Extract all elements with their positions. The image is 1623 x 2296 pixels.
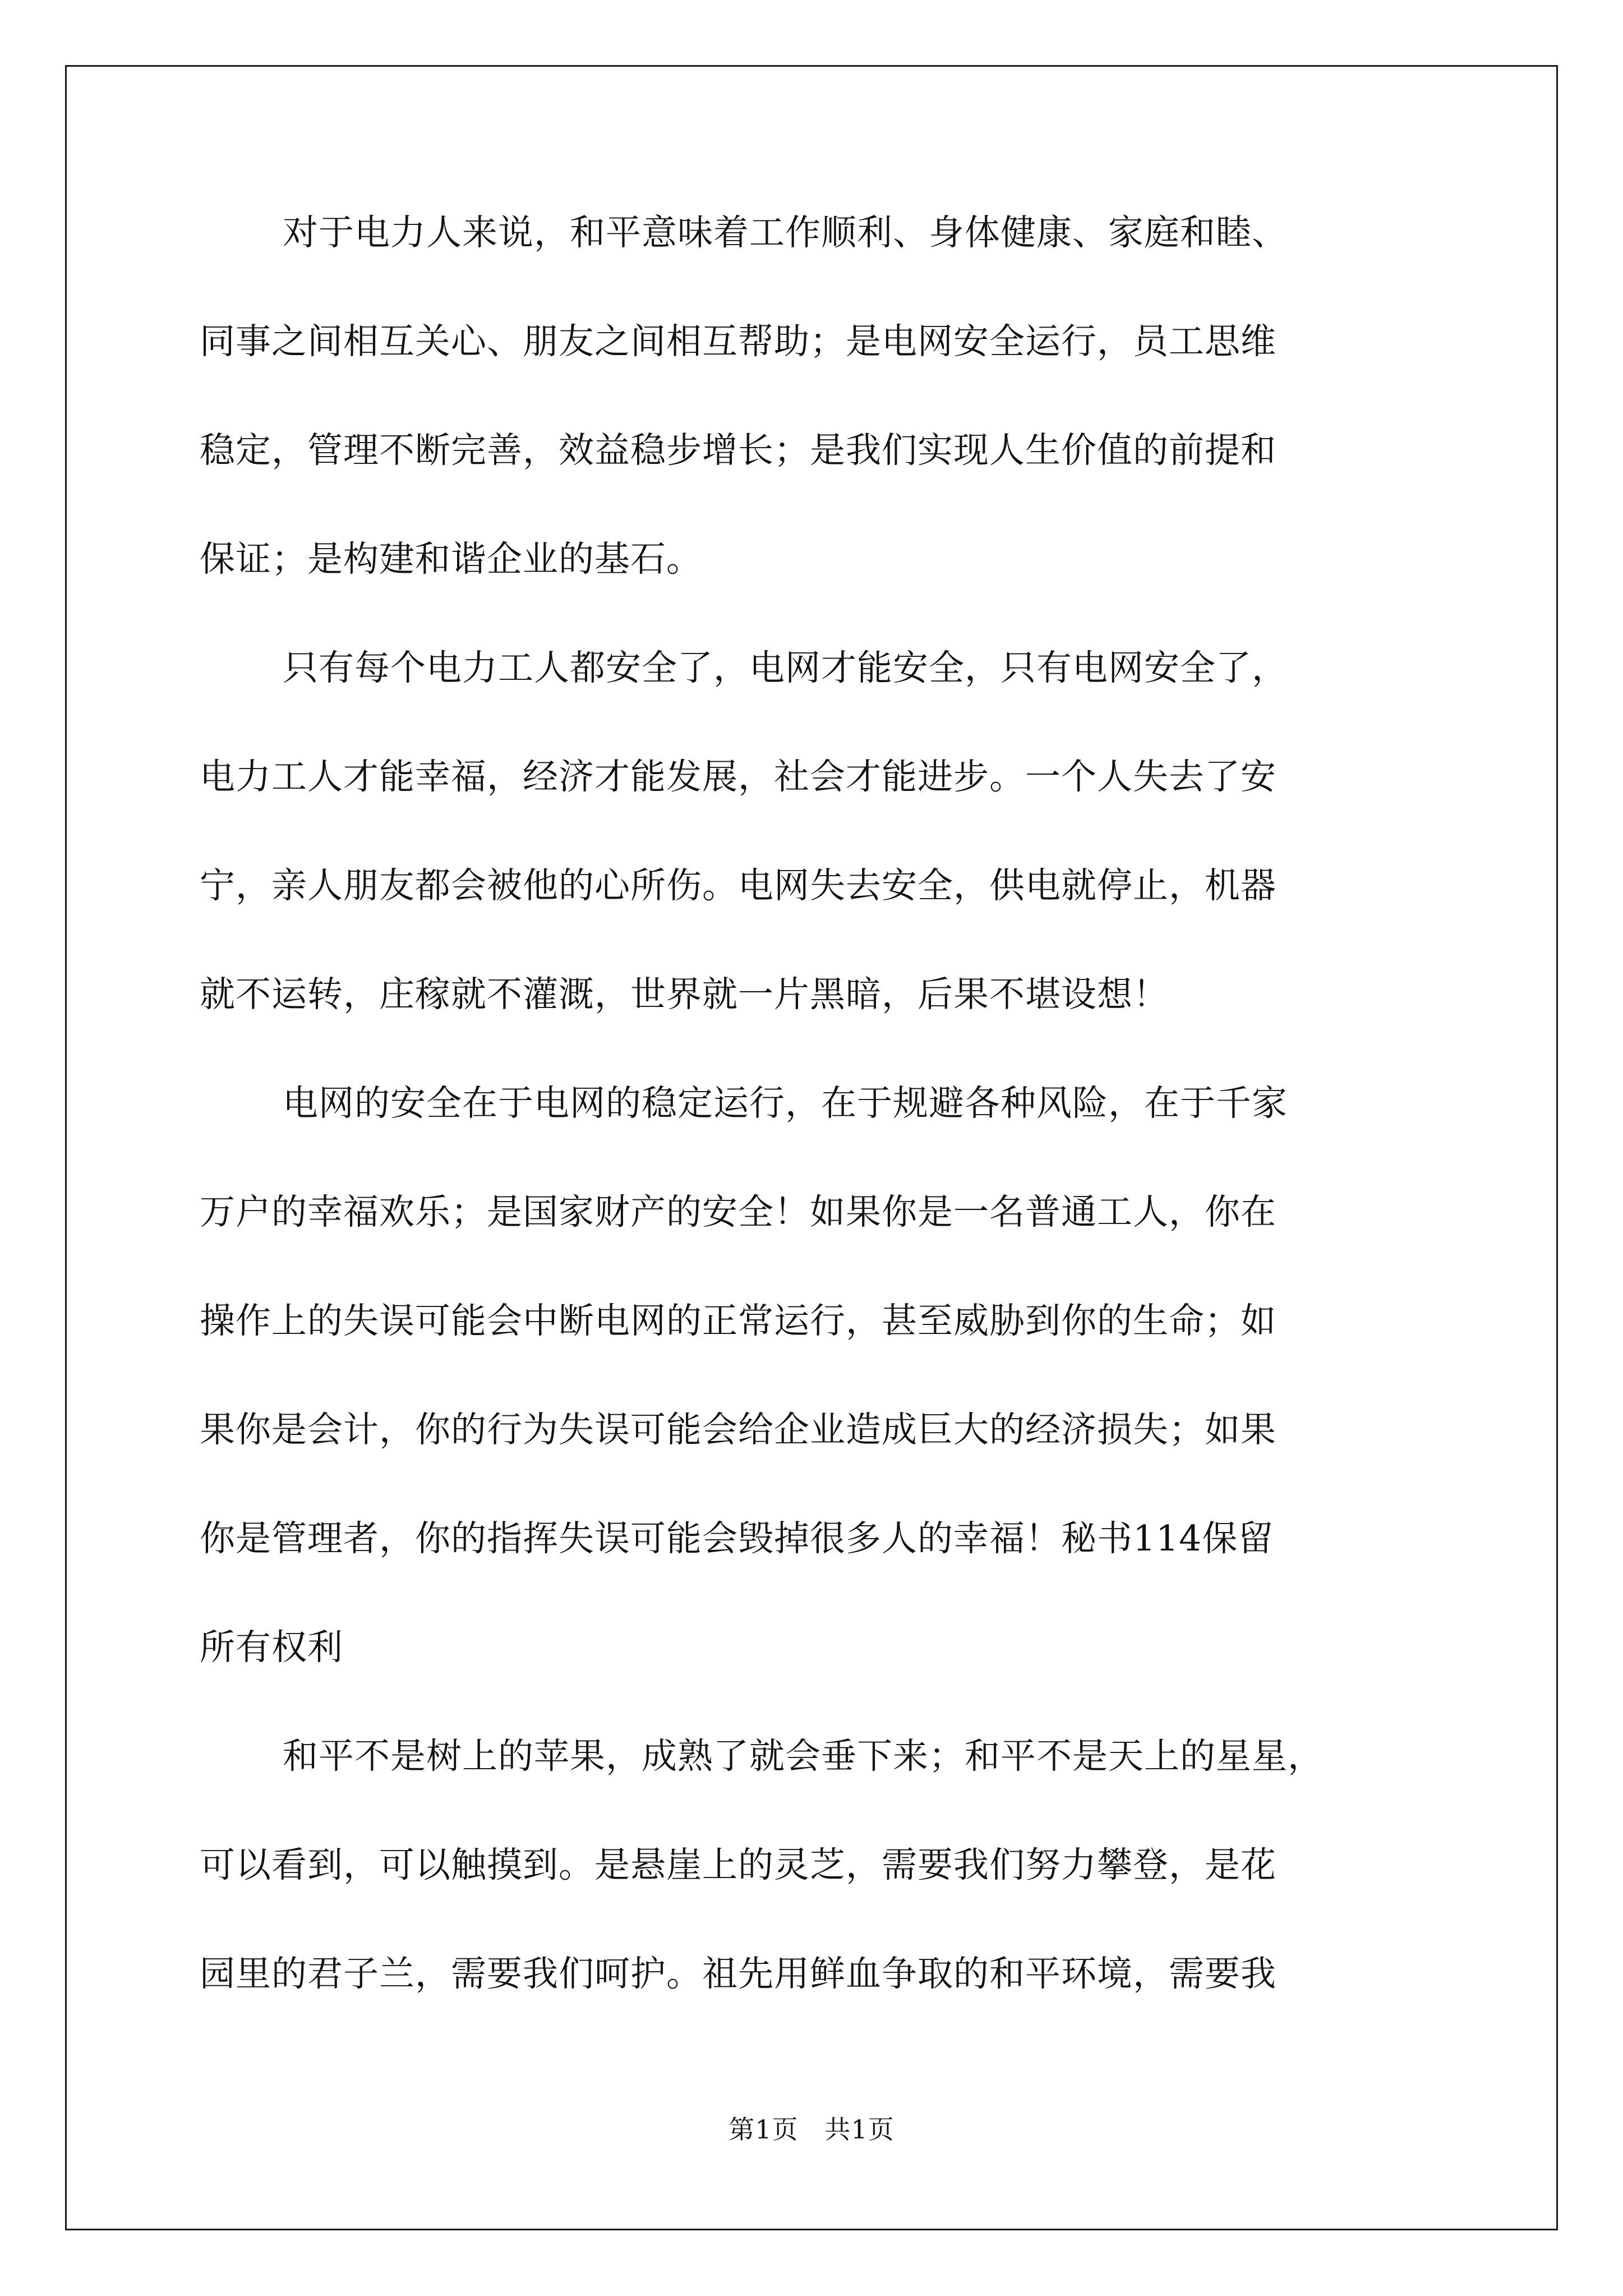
text-line: 电力工人才能幸福，经济才能发展，社会才能进步。一个人失去了安 — [200, 756, 1276, 797]
text-line: 宁，亲人朋友都会被他的心所伤。电网失去安全，供电就停止，机器 — [200, 865, 1276, 906]
text-line: 你是管理者，你的指挥失误可能会毁掉很多人的幸福！秘书114保留 — [200, 1518, 1274, 1559]
text-line: 万户的幸福欢乐；是国家财产的安全！如果你是一名普通工人，你在 — [200, 1191, 1276, 1232]
text-line: 操作上的失误可能会中断电网的正常运行，甚至威胁到你的生命；如 — [200, 1300, 1276, 1341]
text-line: 和平不是树上的苹果，成熟了就会垂下来；和平不是天上的星星， — [283, 1736, 1324, 1777]
text-line: 电网的安全在于电网的稳定运行，在于规避各种风险，在于千家 — [283, 1083, 1288, 1124]
document-body — [200, 178, 1422, 2028]
page-number: 第1页 共1页 — [728, 2114, 895, 2145]
text-line: 所有权利 — [200, 1627, 343, 1668]
text-line: 果你是会计，你的行为失误可能会给企业造成巨大的经济损失；如果 — [200, 1409, 1276, 1450]
text-line: 稳定，管理不断完善，效益稳步增长；是我们实现人生价值的前提和 — [200, 430, 1276, 471]
text-line: 园里的君子兰，需要我们呵护。祖先用鲜血争取的和平环境，需要我 — [200, 1953, 1276, 1994]
text-line: 对于电力人来说，和平意味着工作顺利、身体健康、家庭和睦、 — [283, 212, 1288, 253]
text-line: 可以看到，可以触摸到。是悬崖上的灵芝，需要我们努力攀登，是花 — [200, 1844, 1276, 1885]
text-line: 同事之间相互关心、朋友之间相互帮助；是电网安全运行，员工思维 — [200, 321, 1276, 362]
text-line: 只有每个电力工人都安全了，电网才能安全，只有电网安全了， — [283, 647, 1288, 688]
text-line: 就不运转，庄稼就不灌溉，世界就一片黑暗，后果不堪设想！ — [200, 974, 1169, 1015]
text-line: 保证；是构建和谐企业的基石。 — [200, 539, 702, 579]
